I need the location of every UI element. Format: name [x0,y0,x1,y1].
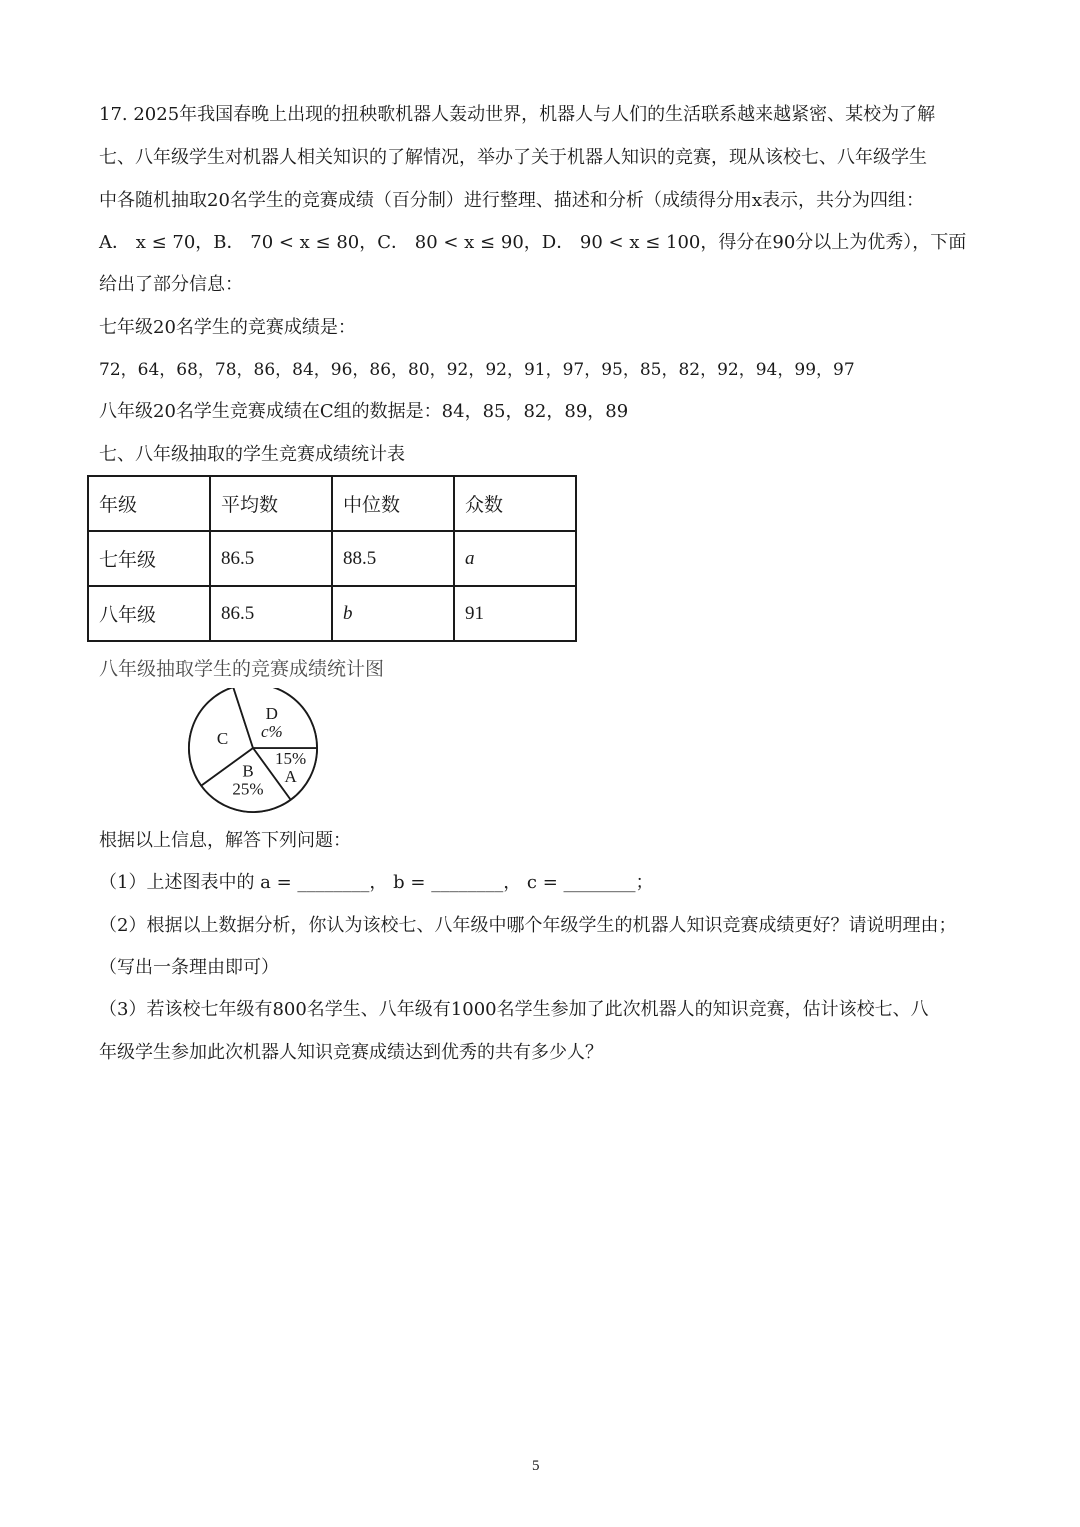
grade8-c-group-data: 八年级20名学生竞赛成绩在C组的数据是：84，85，82，89，89 [99,401,629,422]
table-cell: b [332,586,454,641]
table-cell: 91 [454,586,576,641]
table-cell: 七年级 [88,531,210,586]
stats-table [87,475,577,642]
table-header-cell: 众数 [454,476,576,531]
table-cell: 88.5 [332,531,454,586]
pie-percent-b: 25% [232,779,264,799]
pie-percent-a: 15% [275,749,307,769]
table-row [88,586,576,641]
problem-line-1: 17. 2025年我国春晚上出现的扭秧歌机器人轰动世界，机器人与人们的生活联系越来越紧密、某校为了解 [99,104,936,125]
questions-intro: 根据以上信息，解答下列问题： [99,830,351,851]
problem-line-6: 七年级20名学生的竞赛成绩是： [99,317,356,338]
question-3-line-1: （3）若该校七年级有800名学生、八年级有1000名学生参加了此次机器人的知识竞赛，估计该校七、八 [99,999,929,1020]
grade7-scores: 72，64，68，78，86，84，96，86，80，92，92，91，97，95，85，82，92，94，99，97 [99,360,855,380]
table-caption: 七、八年级抽取的学生竞赛成绩统计表 [99,444,405,465]
question-3-line-2: 年级学生参加此次机器人知识竞赛成绩达到优秀的共有多少人？ [99,1042,603,1063]
problem-line-5: 给出了部分信息： [99,274,243,295]
pie-label-a: A [284,767,297,787]
table-header-row [88,476,576,531]
table-cell: 86.5 [210,531,332,586]
chart-title: 八年级抽取学生的竞赛成绩统计图 [99,658,385,680]
table-header-cell: 年级 [88,476,210,531]
table-cell: 八年级 [88,586,210,641]
table-header-cell: 平均数 [210,476,332,531]
pie-label-d: D [265,704,278,724]
pie-percent-d: c% [260,722,283,742]
pie-label-b: B [242,761,254,781]
problem-line-2: 七、八年级学生对机器人相关知识的了解情况，举办了关于机器人知识的竞赛，现从该校七、八年级学生 [99,147,927,168]
problem-line-4: A． x ≤ 70，B． 70 < x ≤ 80，C． 80 < x ≤ 90，D． 90 < x ≤ 100，得分在90分以上为优秀），下面 [99,232,967,253]
table-header-cell: 中位数 [332,476,454,531]
question-2-line-2: （写出一条理由即可） [99,957,279,978]
question-2-line-1: （2）根据以上数据分析，你认为该校七、八年级中哪个年级学生的机器人知识竞赛成绩更好？请说明理由； [99,915,957,936]
question-1: （1）上述图表中的 a = ________， b = ________， c = ________； [99,872,654,893]
problem-line-3: 中各随机抽取20名学生的竞赛成绩（百分制）进行整理、描述和分析（成绩得分用x表示，共分为四组： [99,190,925,211]
table-row [88,531,576,586]
table-cell: 86.5 [210,586,332,641]
pie-label-c: C [216,729,229,749]
table-cell: a [454,531,576,586]
page-number: 5 [532,1458,540,1474]
pie-chart [180,688,330,818]
